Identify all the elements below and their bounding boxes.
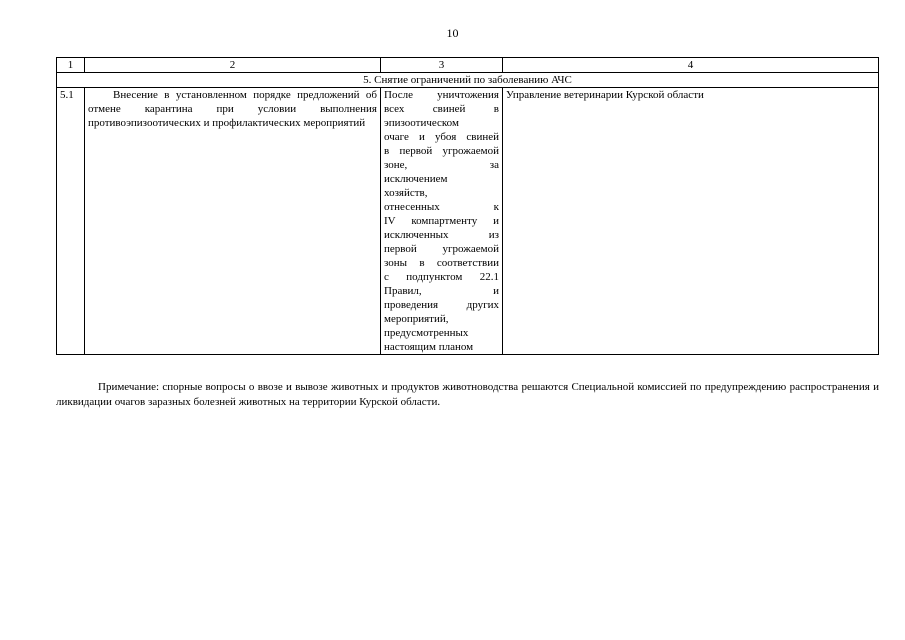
condition-line: зоне, за xyxy=(384,159,499,171)
condition-line: мероприятий, xyxy=(384,313,449,325)
section-title: 5. Снятие ограничений по заболеванию АЧС xyxy=(57,73,879,88)
condition-line: зоны в соответствии xyxy=(384,257,499,269)
table-row xyxy=(57,88,879,355)
section-row xyxy=(57,73,879,88)
condition-line: настоящим планом xyxy=(384,341,474,353)
condition-line: очаге и убоя свиней xyxy=(384,131,499,143)
condition-line: в первой угрожаемой xyxy=(384,145,499,157)
footnote-note: Примечание: спорные вопросы о ввозе и вывозе животных и продуктов животноводства решаются Специальной комиссией по предупреждению распространения и ликвидации очагов заразных болезней животных на территории Курской области. xyxy=(56,381,879,408)
condition-line: всех свиней в xyxy=(384,103,499,115)
table-header-row xyxy=(57,58,879,73)
condition-line: эпизоотическом xyxy=(384,117,459,129)
condition-line: исключением xyxy=(384,173,448,185)
condition-line: предусмотренных xyxy=(384,327,469,339)
header-col-4: 4 xyxy=(503,58,879,73)
header-col-2: 2 xyxy=(85,58,381,73)
header-col-1: 1 xyxy=(57,58,85,73)
condition-line: отнесенных к xyxy=(384,201,499,213)
header-col-3: 3 xyxy=(381,58,503,73)
row-number: 5.1 xyxy=(57,88,85,355)
condition-line: хозяйств, xyxy=(384,187,428,199)
page-number: 10 xyxy=(446,26,459,40)
condition-line: проведения других xyxy=(384,299,499,311)
plan-table xyxy=(56,57,879,355)
row-condition xyxy=(381,88,503,355)
row-responsible: Управление ветеринарии Курской области xyxy=(503,88,879,355)
condition-line: IV компартменту и xyxy=(384,215,499,227)
row-action: Внесение в установленном порядке предложений об отмене карантина при условии выполнения противоэпизоотических и профилактических мероприятий xyxy=(85,88,381,355)
condition-line: первой угрожаемой xyxy=(384,243,499,255)
condition-line: После уничтожения xyxy=(384,89,499,101)
condition-line: с подпунктом 22.1 xyxy=(384,271,499,283)
condition-line: исключенных из xyxy=(384,229,499,241)
condition-line: Правил, и xyxy=(384,285,499,297)
